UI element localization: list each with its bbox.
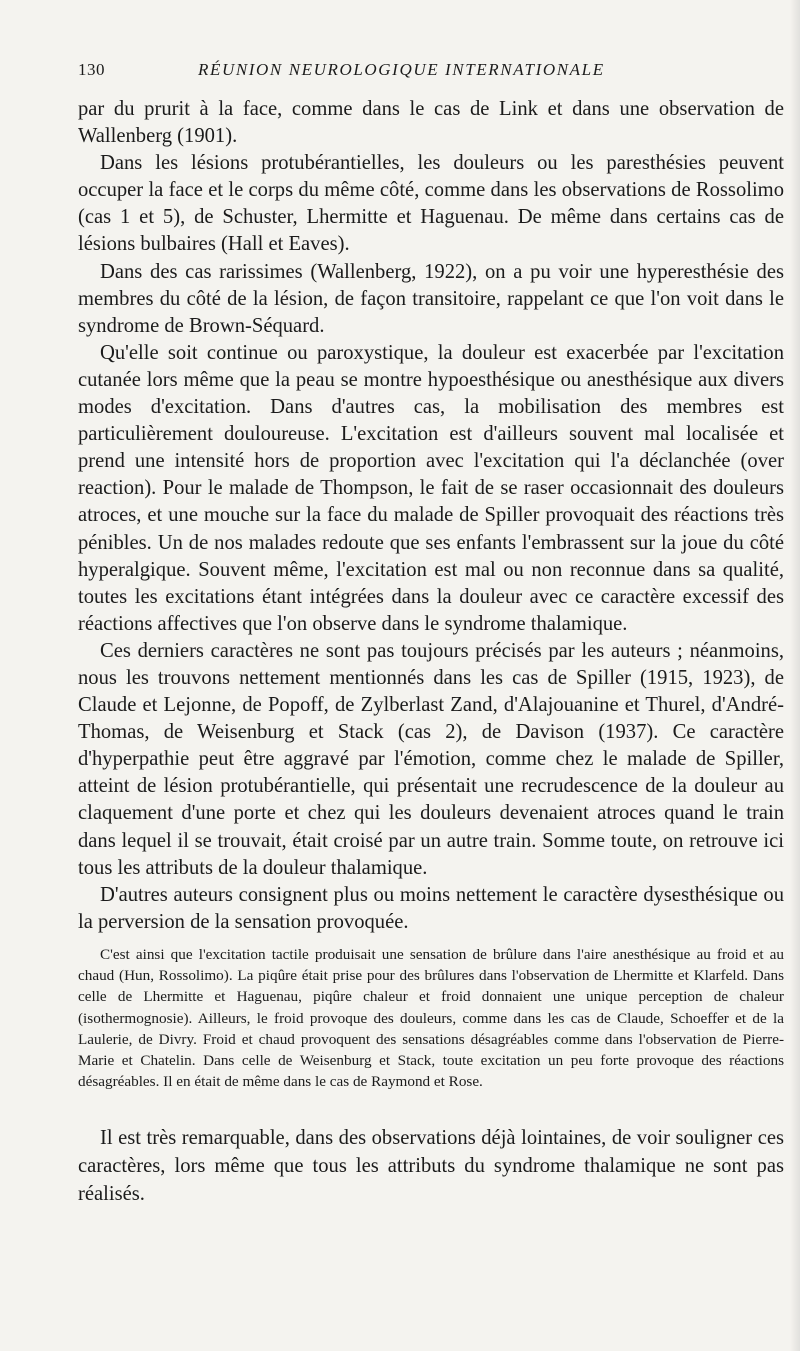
paragraph: Ces derniers caractères ne sont pas toujours précisés par les auteurs ; néanmoins, nous les trouvons nettement mentionnés dans les cas de Spiller (1915, 1923), de Claude et Lejonne, de Popoff, de Zylberlast Zand, d'Alajouanine et Thurel, d'André-Thomas, de Weisenburg et Stack (cas 2), de Davison (1937). Ce caractère d'hyperpathie peut être aggravé par l'émotion, comme chez le malade de Spiller, atteint de lésion protubérantielle, qui présentait une recrudescence de la douleur au claquement d'une porte et chez qui les douleurs devenaient atroces quand le train dans lequel il se trouvait, était croisé par un autre train. Somme toute, on retrouve ici tous les attributs de la douleur thalamique. [78,639,784,879]
page-number: 130 [78,60,105,79]
paragraph: Qu'elle soit continue ou paroxystique, la douleur est exacerbée par l'excitation cutanée lors même que la peau se montre hypoesthésique ou anesthésique aux divers modes d'excitation. Dans d'autres cas, la mobilisation des membres est particulièrement douloureuse. L'excitation est d'ailleurs souvent mal localisée et prend une intensité hors de proportion avec l'excitation qui l'a déclanchée (over reaction). Pour le malade de Thompson, le fait de se raser occasionnait des douleurs atroces, et une mouche sur la face du malade de Spiller provoquait des réactions très pénibles. Un de nos malades redoute que ses enfants l'embrassent sur la joue du côté hyperalgique. Souvent même, l'excitation est mal ou non reconnue dans sa qualité, toutes les excitations étant intégrées dans la douleur avec ce caractère excessif des réactions affectives que l'on observe dans le syndrome thalamique. [78,341,784,635]
closing-paragraph: Il est très remarquable, dans des observations déjà lointaines, de voir souligner ces caractères, lors même que tous les attributs du syndrome thalamique ne sont pas réalisés. [78,1127,784,1206]
paragraph: par du prurit à la face, comme dans le cas de Link et dans une observation de Wallenberg (1901). [78,98,784,148]
paragraph: Dans des cas rarissimes (Wallenberg, 1922), on a pu voir une hyperesthésie des membres du côté de la lésion, de façon transitoire, rappelant ce que l'on voit dans le syndrome de Brown-Séquard. [78,260,784,337]
running-title: RÉUNION NEUROLOGIQUE INTERNATIONALE [198,60,605,79]
paragraph: Dans les lésions protubérantielles, les douleurs ou les paresthésies peuvent occuper la face et le corps du même côté, comme dans les observations de Rossolimo (cas 1 et 5), de Schuster, Lhermitte et Haguenau. De même dans certains cas de lésions bulbaires (Hall et Eaves). [78,152,784,256]
page [78,60,784,1208]
main-text [78,96,784,936]
scan-edge-shadow [790,0,800,1351]
closing-text [78,1124,784,1208]
small-print-paragraph [78,944,784,1092]
page-header [78,60,784,84]
small-paragraph: C'est ainsi que l'excitation tactile produisait une sensation de brûlure dans l'aire anesthésique au froid et au chaud (Hun, Rossolimo). La piqûre était prise pour des brûlures dans l'observation de Lhermitte et Klarfeld. Dans celle de Lhermitte et Haguenau, piqûre chaleur et froid donnaient une unique perception de chaleur (isothermognosie). Ailleurs, le froid provoque des douleurs, comme dans les cas de Claude, Schoeffer et de la Laulerie, de Divry. Froid et chaud provoquent des sensations désagréables comme dans l'observation de Pierre-Marie et Chatelin. Dans celle de Weisenburg et Stack, toute excitation un peu forte provoque des réactions désagréables. Il en était de même dans le cas de Raymond et Rose. [78,945,784,1091]
paragraph: D'autres auteurs consignent plus ou moins nettement le caractère dysesthésique ou la perversion de la sensation provoquée. [78,883,784,933]
